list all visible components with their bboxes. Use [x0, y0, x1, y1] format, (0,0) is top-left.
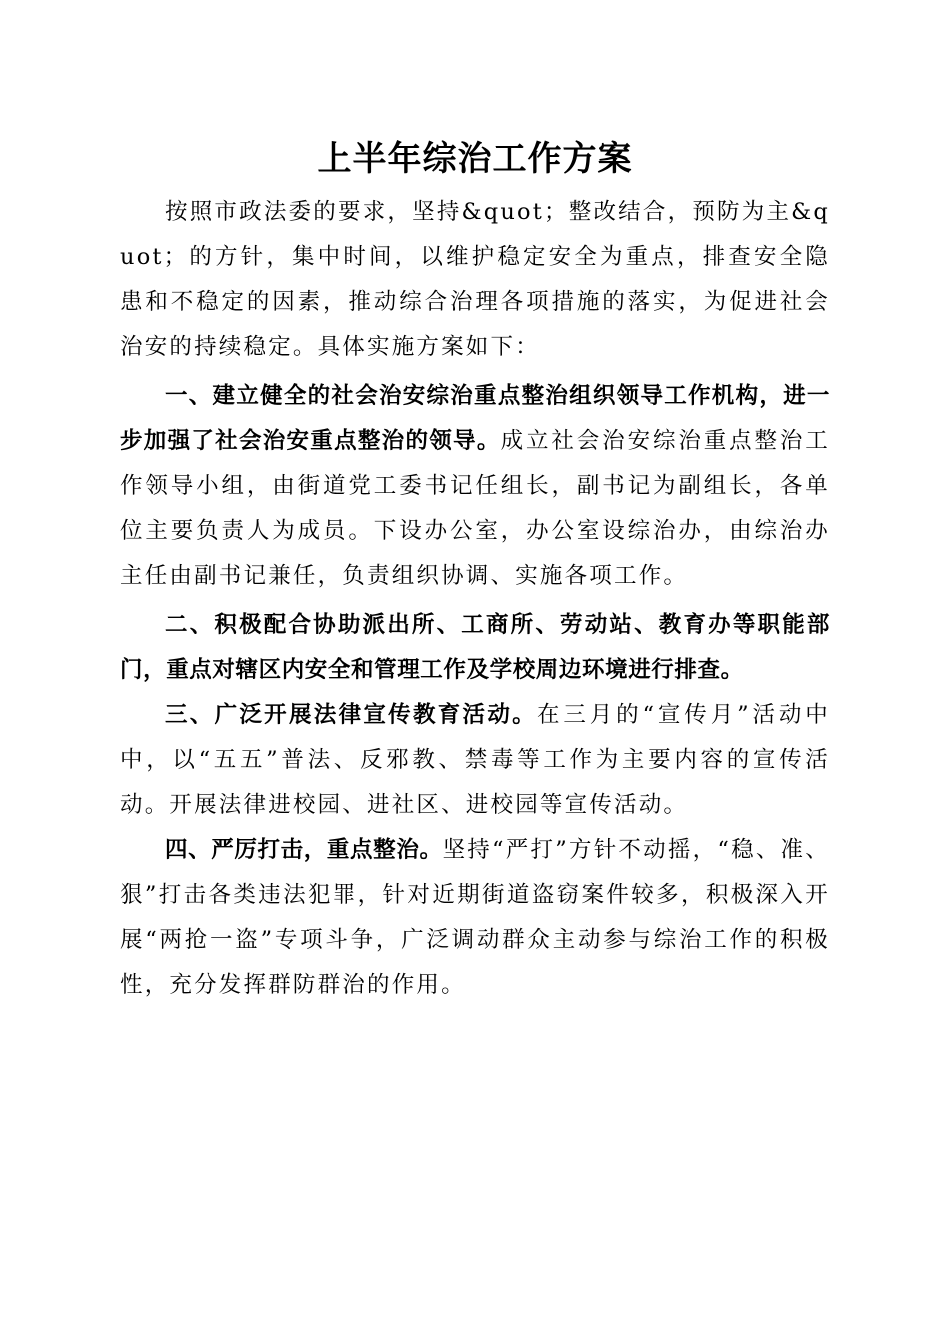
section-3-heading: 三、广泛开展法律宣传教育活动。: [165, 702, 537, 728]
section-2-heading: 二、积极配合协助派出所、工商所、劳动站、教育办等职能部门，重点对辖区内安全和管理工作及学校周边环境进行排查。: [120, 612, 830, 683]
section-3-body: 在三月的“宣传月”活动中中，以“五五”普法、反邪教、禁毒等工作为主要内容的宣传活动。开展法律进校园、进社区、进校园等宣传活动。: [120, 702, 830, 818]
document-page: [120, 136, 830, 1008]
section-1: [120, 374, 830, 599]
section-3: [120, 693, 830, 828]
intro-paragraph: 按照市政法委的要求，坚持&quot；整改结合，预防为主&quot；的方针，集中时间，以维护稳定安全为重点，排查安全隐患和不稳定的因素，推动综合治理各项措施的落实，为促进社会治安的持续稳定。具体实施方案如下：: [120, 199, 830, 360]
section-1-body: 成立社会治安综治重点整治工作领导小组，由街道党工委书记任组长，副书记为副组长，各单位主要负责人为成员。下设办公室，办公室设综治办，由综治办主任由副书记兼任，负责组织协调、实施各项工作。: [120, 428, 830, 589]
document-title: 上半年综治工作方案: [317, 139, 633, 179]
section-1-heading: 一、建立健全的社会治安综治重点整治组织领导工作机构，进一步加强了社会治安重点整治的领导。: [120, 383, 830, 454]
section-4: [120, 828, 830, 1008]
section-2: [120, 603, 830, 693]
section-4-heading: 四、严厉打击，重点整治。: [165, 837, 443, 863]
section-4-body: 坚持“严打”方针不动摇，“稳、准、狠”打击各类违法犯罪，针对近期街道盗窃案件较多，积极深入开展“两抢一盗”专项斗争，广泛调动群众主动参与综治工作的积极性，充分发挥群防群治的作用。: [120, 837, 830, 998]
